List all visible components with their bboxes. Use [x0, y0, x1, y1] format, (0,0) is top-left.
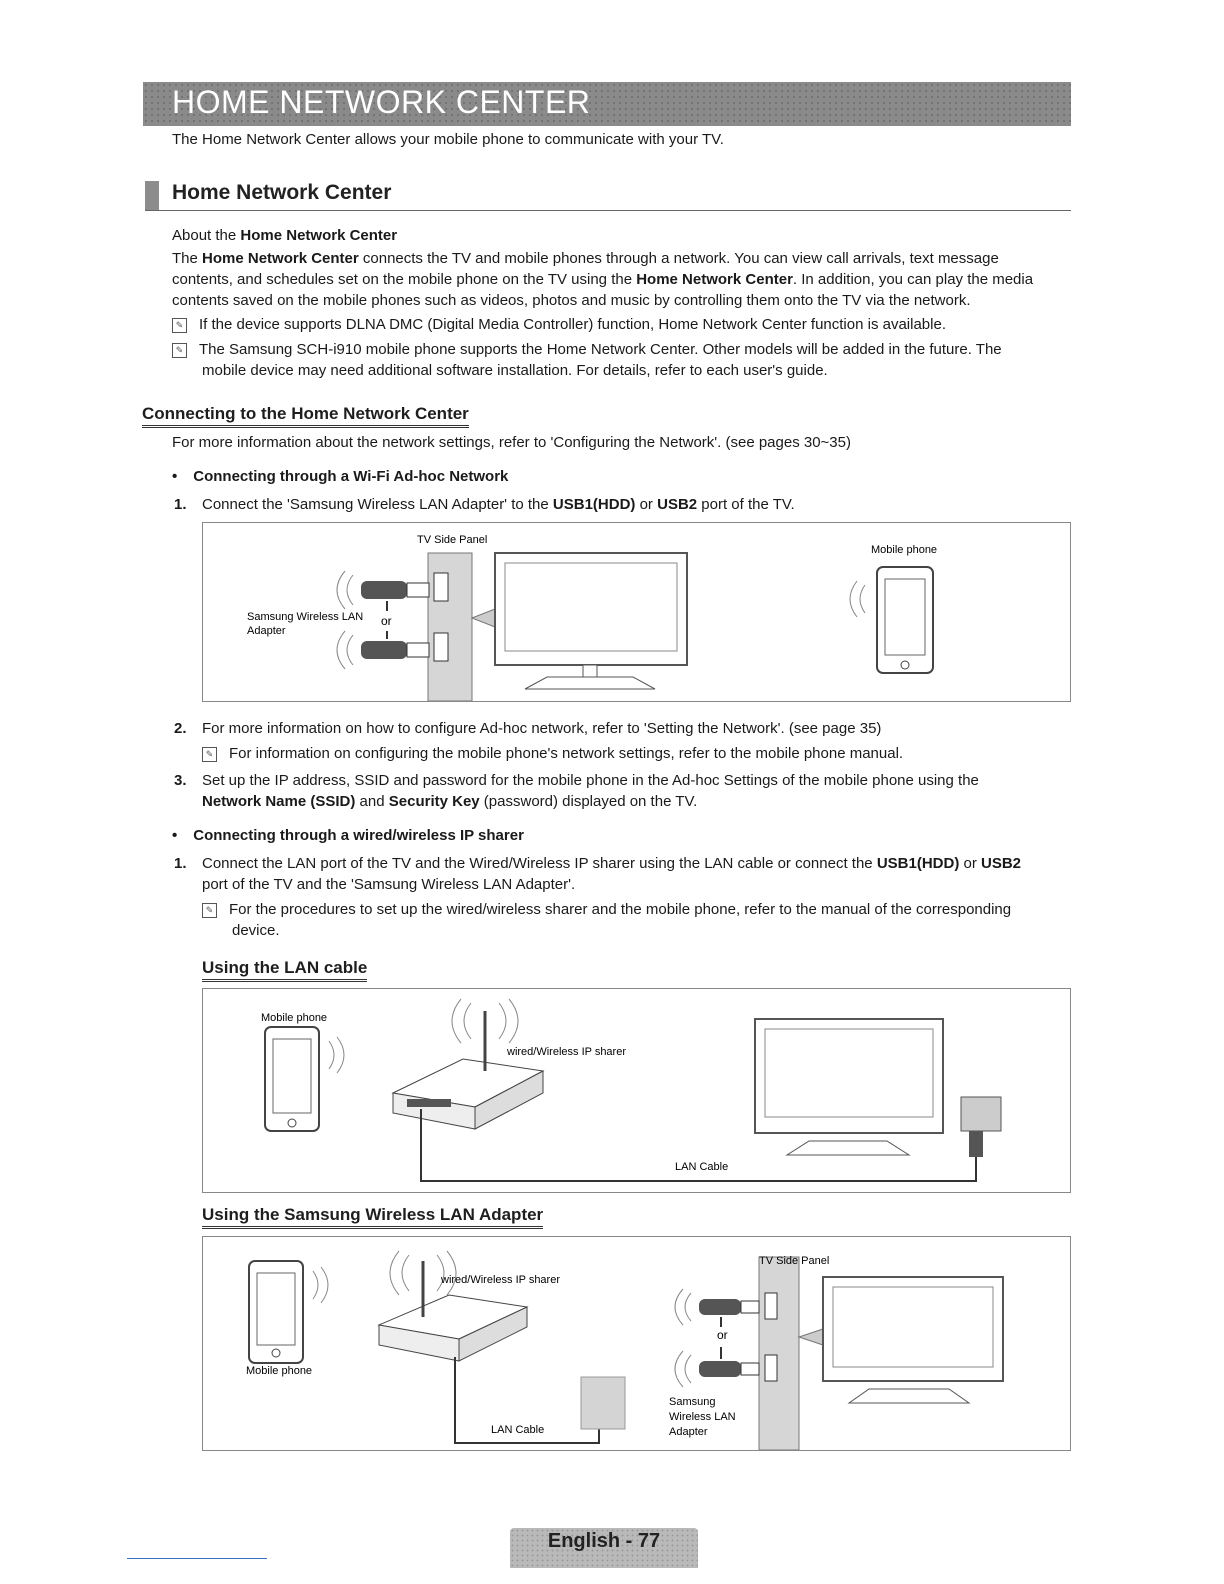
note-dlna: ✎ If the device supports DLNA DMC (Digital Media Controller) function, Home Network Center function is available.	[172, 314, 946, 335]
page-number: English - 77	[547, 1530, 661, 1552]
label-adapter-line3: Adapter	[669, 1426, 708, 1438]
label-adapter-line1: Samsung	[669, 1396, 716, 1408]
section-title: Home Network Center	[172, 181, 392, 204]
label-mobile-phone: Mobile phone	[261, 1012, 328, 1024]
section-divider	[145, 210, 1071, 211]
note-sch-i910: ✎ The Samsung SCH-i910 mobile phone supports the Home Network Center. Other models will be added in the future. The mobile device may need additional software installation. For details, refer to each user's guide.	[172, 339, 1002, 381]
bullet-ip-sharer: • Connecting through a wired/wireless IP sharer	[172, 827, 524, 844]
diagram-wireless-adapter	[202, 1236, 1071, 1451]
label-adapter-line2: Adapter	[247, 625, 286, 637]
note-icon: ✎	[172, 318, 187, 333]
note-icon: ✎	[172, 343, 187, 358]
label-or: or	[381, 614, 392, 628]
section-marker	[145, 181, 159, 211]
intro-text: The Home Network Center allows your mobile phone to communicate with your TV.	[172, 131, 724, 148]
label-ip-sharer: wired/Wireless IP sharer	[507, 1046, 626, 1058]
note-phone-settings: ✎ For information on configuring the mobile phone's network settings, refer to the mobile phone manual.	[202, 743, 903, 764]
diagram-adhoc	[202, 522, 1071, 702]
label-tv-side-panel: TV Side Panel	[759, 1255, 830, 1267]
adapter-heading: Using the Samsung Wireless LAN Adapter	[202, 1205, 543, 1229]
connecting-info: For more information about the network settings, refer to 'Configuring the Network'. (see pages 30~35)	[172, 434, 851, 451]
step-1-adhoc: 1. Connect the 'Samsung Wireless LAN Adapter' to the USB1(HDD) or USB2 port of the TV.	[174, 496, 795, 513]
label-ip-sharer: wired/Wireless IP sharer	[441, 1274, 560, 1286]
step-1-sharer: 1. Connect the LAN port of the TV and the Wired/Wireless IP sharer using the LAN cable or connect the USB1(HDD) or USB2 port of the TV and the 'Samsung Wireless LAN Adapter'.	[174, 855, 1022, 893]
lan-cable-heading: Using the LAN cable	[202, 958, 367, 982]
label-or: or	[717, 1328, 728, 1342]
step-3-adhoc: 3. Set up the IP address, SSID and password for the mobile phone in the Ad-hoc Settings of the mobile phone using the Network Name (SSID) and Security Key (password) displayed on the TV.	[174, 772, 979, 810]
label-adapter-line2: Wireless LAN	[669, 1411, 736, 1423]
connecting-heading: Connecting to the Home Network Center	[142, 404, 469, 428]
label-mobile-phone: Mobile phone	[871, 544, 938, 556]
label-lan-cable: LAN Cable	[491, 1424, 545, 1436]
label-adapter-line1: Samsung Wireless LAN	[247, 611, 364, 623]
label-lan-cable: LAN Cable	[675, 1161, 729, 1173]
footer-rule	[127, 1558, 267, 1559]
diagram-adapter-art	[203, 1237, 1070, 1450]
label-mobile-phone: Mobile phone	[246, 1365, 313, 1377]
label-tv-side-panel: TV Side Panel	[417, 534, 488, 546]
note-icon: ✎	[202, 903, 217, 918]
about-heading: About the Home Network Center	[172, 227, 398, 244]
page-title: HOME NETWORK CENTER	[172, 84, 591, 120]
note-sharer-manual: ✎ For the procedures to set up the wired/wireless sharer and the mobile phone, refer to the manual of the corresponding device.	[202, 899, 1011, 941]
note-icon: ✎	[202, 747, 217, 762]
about-paragraph: The Home Network Center connects the TV and mobile phones through a network. You can view call arrivals, text message contents, and schedules set on the mobile phone on the TV using the Home Network Center. In addition, you can play the media contents saved on the mobile phones such as videos, photos and music by controlling them onto the TV via the network.	[172, 250, 1034, 309]
diagram-adhoc-art	[203, 523, 1070, 701]
bullet-adhoc: • Connecting through a Wi-Fi Ad-hoc Network	[172, 468, 509, 485]
diagram-lan-art	[203, 989, 1070, 1192]
step-2-adhoc: 2. For more information on how to configure Ad-hoc network, refer to 'Setting the Network'. (see page 35)	[174, 720, 882, 737]
diagram-lan-cable	[202, 988, 1071, 1193]
